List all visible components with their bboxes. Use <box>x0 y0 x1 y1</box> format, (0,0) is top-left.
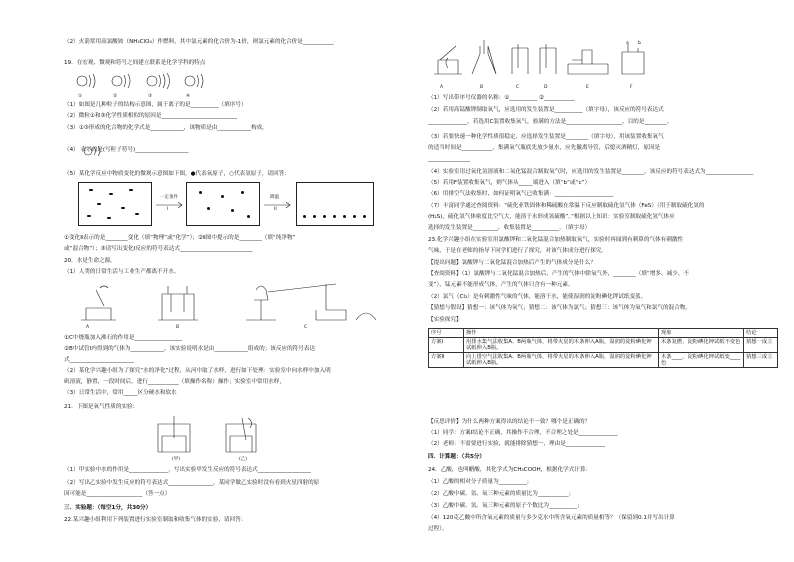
r-line-20: 【实验探究】 <box>428 317 462 323</box>
app-label-E: E <box>586 85 589 90</box>
cooling-arrow-icon <box>264 202 292 208</box>
r-line-3: ______________，若选用C装置收集氧气，验满的方法是____________________，目的是________。 <box>428 119 673 125</box>
r-line-8: （5）若用F装置收集氧气，则气体从_____端进入（填“b”或“c”） <box>428 180 591 186</box>
q21-part1: （1）甲实验中水的作用是______________，写出实验甲发生反应的符号表达式___________________ <box>64 467 311 473</box>
table-row <box>429 338 778 353</box>
table-cell: 猜想三成立 <box>744 353 778 368</box>
q20-f: （3）日常生活中，常用_____区分硬水和软水 <box>64 390 177 396</box>
q20-part1: （1）人类的日常生活与工业生产都离不开水。 <box>64 269 180 275</box>
atom-label: ③ <box>148 94 153 99</box>
r-line-5: 的适当时间是___________，集满氧气瓶底先放少量水，应先撤离导管，后熄灭酒精灯，原因是 <box>428 145 661 151</box>
r-line-2: （2）若用高锰酸钾制取氧气，应选用的发生装置是__________（填字母），该反应的符号表达式 <box>428 107 664 113</box>
r-line-27: （3）乙酸中碳、氢、氧三种元素的原子个数比为__________； <box>428 503 583 509</box>
q19-part4: （4） 表示的是(写粒子符号)___________________ <box>64 147 189 153</box>
r-line-1: （1）写出带序号仪器的名称：①__________ ②___________ <box>428 95 575 101</box>
q21-part2: （2）写出乙实验中发生反应的符号表达式________________，某同学做乙实验时没有看到火星四射的原 <box>64 480 320 486</box>
r-line-11: (H₂S)，硫化氢气体密度比空气大，能溶于水形成氢硫酸”。”根据以上知识：实验室制取硫化氢气体应 <box>428 214 675 220</box>
fig-label-C: C <box>304 325 308 330</box>
fig-label-jia: (甲) <box>172 457 181 462</box>
r-line-12: 选择的发生装置是_________，收集装置是__________。（填字母） <box>428 225 591 231</box>
r-line-4: （3）若要快速一种化学性质很稳定，应选择发生装置是________（填字母），用该装置收集氧气 <box>428 134 664 140</box>
app-label-A: A <box>440 85 444 90</box>
r-line-28: （4）120克乙酸中所含氧元素的质量与多少克水中所含氧元素的质量相等？（保留到0.1并写出计算 <box>428 515 675 521</box>
fig-label-B: B <box>176 325 180 330</box>
arrow-mark-II: II <box>274 207 277 212</box>
table-cell: 木条复燃，淀粉碘化钾试纸不变色 <box>659 338 744 353</box>
table-header-row <box>429 329 778 338</box>
r-line-14: 气味，于是在老师的指导下同学们进行了探究，对该气体成分进行探究。 <box>428 248 608 254</box>
right-column <box>428 0 788 562</box>
q19-part2: （2）微粒①和③化学性质相似的原因是___________________________ <box>64 113 238 119</box>
q19-part3: （3）①③形成的化合物的化学式是____________，该物质是由____________构成。 <box>64 125 268 131</box>
tube-label-a: a <box>626 41 629 46</box>
r-line-23: （2）老师：不需要进行实验，就能排除猜想一，理由是______________ <box>428 441 605 447</box>
q18-part2: （2）火箭常用高氯酸铵（NH₄ClO₄）作燃料，其中氯元素的化合价为-1价，则氯元素的化合价是___________ <box>64 39 334 45</box>
reaction-box-after <box>296 182 374 226</box>
q20-b: ②B中试管Ⅰ内得到的气体为____________，该实验说明水是由____________组成的；该反应的符号表达 <box>64 346 316 352</box>
q19-part5: （5）某化学反应中物质变化的微观示意图如下图，●代表氧原子，○代表氢原子，请回答： <box>64 171 290 177</box>
experiment-table <box>428 328 778 368</box>
r-line-7: （4）实验室用过氧化氢溶液和二氧化锰混合制取氧气时，应选用的发生装置是________，该反应的符号表达式为_________________ <box>428 169 754 175</box>
arrow-label-cool: 降温 <box>270 195 279 200</box>
table-cell: 方案Ⅱ <box>429 353 464 368</box>
r-line-15: 【提出问题】氯酸钾与二氧化锰混合加热后产生的气体成分是什么？ <box>428 260 596 266</box>
left-column <box>64 0 394 562</box>
r-line-10: （7）丰富同学通过查阅资料：“硫化亚铁固体和稀硫酸在常温下反应制取硫化氢气体（FeS）（用于制取硫化氢的 <box>428 203 705 209</box>
q19-part5a: ①变化Ⅱ表示的是________变化（填“物理”或“化学”）；②Ⅱ图中提示的是________（填“纯净物” <box>64 235 296 241</box>
water-experiment-figures <box>76 280 386 325</box>
r-line-19: 【猜想与假设】猜想一：该气体为氧气；猜想二：该气体为氯气；猜想三：该气体为氧气和氯气的混合物。 <box>428 305 691 311</box>
q22-intro: 22.某兴趣小组利用下列装置进行实验室制取和收集气体的实验，请回答： <box>64 517 247 523</box>
oxygen-experiment-figures <box>156 416 296 456</box>
atom-structure-diagrams <box>72 71 222 93</box>
table-header: 操作 <box>464 329 659 338</box>
arrow-label-condition: 一定条件 <box>160 195 178 200</box>
section-3-heading: 三．实验题：（每空1分，共30分） <box>64 505 152 511</box>
q19-part5b: 或“混合物”）；③请写出变化Ⅰ反应的符号表达式__________________________ <box>64 246 253 252</box>
reaction-box-middle <box>186 182 260 226</box>
q20-d: （2）某化学兴趣小组为了探究“水的净化”过程，从河中取了水样，进行如下处理：实验室中向水样中加入明 <box>64 368 331 374</box>
r-line-26: （2）乙酸中碳、氢、氧三种元素的质量比为___________； <box>428 491 575 497</box>
r-line-18: （2）氯气（Cl₂）是有刺激性气味的气体，能溶于水，能使湿润的淀粉碘化钾试纸变蓝。 <box>428 294 647 300</box>
q19-title: 19．在宏观、微观和符号之间建立联系是化学学科的特点 <box>64 60 206 66</box>
r-line-22: （1）同学：方案Ⅰ结论不正确，其操作不合理，不合理之处是______________ <box>428 430 618 436</box>
r-line-6: _______________ <box>428 156 470 162</box>
app-label-F: F <box>630 85 633 90</box>
table-cell: 猜想一成立 <box>744 338 778 353</box>
r-line-9: （6）用排空气法收集时，如何证明氧气已收集满：_____________________ <box>428 191 614 197</box>
table-header: 序号 <box>429 329 464 338</box>
atom-label: ② <box>113 94 118 99</box>
app-label-B: B <box>480 85 484 90</box>
table-cell: 向上排空气法收集A、B两瓶气体，将带火星的木条伸入A瓶，湿润的淀粉碘化钾试纸伸入B瓶。 <box>464 353 659 368</box>
gas-apparatus-figures <box>432 40 652 80</box>
table-header: 现象 <box>659 329 744 338</box>
r-line-25: （1）乙酸的相对分子质量为__________； <box>428 479 533 485</box>
r-line-29: 过程）。 <box>428 526 448 532</box>
r-line-13: 23.化学兴趣小组在实验室用氯酸钾和二氧化锰混合加热制取氧气，实验时再闻到有刺鼻的气体有刺激性 <box>428 237 684 243</box>
atom-label: ④ <box>186 94 191 99</box>
q21-title: 21．下图是氧气性质的实验： <box>64 404 139 410</box>
q20-e: 矾溶液，静置，一段时间后，进行___________（填操作名称）操作；实验室中常用水样， <box>64 379 285 385</box>
section-4-heading: 四．计算题：（共5分） <box>428 454 486 460</box>
table-cell: 木条____，淀粉碘化钾试纸变____色 <box>659 353 744 368</box>
atom-label: ① <box>78 94 83 99</box>
fig-label-yi: (乙) <box>239 457 248 462</box>
table-header: 结论 <box>744 329 778 338</box>
arrow-mark-I: I <box>167 207 169 212</box>
app-label-D: D <box>544 85 548 90</box>
r-line-21: 【反思评价】为什么两种方案得出的结论不一致？哪个是正确的？ <box>428 419 591 425</box>
app-label-C: C <box>516 85 520 90</box>
table-row <box>429 353 778 368</box>
q20-a: ①C中烧瓶加入沸石的作用是_________________ <box>64 335 182 341</box>
tube-label-b: b <box>638 41 641 46</box>
q20-title: 20．水是生命之源。 <box>64 258 116 264</box>
q20-c: 式_______________________ <box>64 357 134 363</box>
q19-part1: （1）如图是几种粒子的结构示意图，属于离子的是__________（填序号） <box>64 102 247 108</box>
r-line-16: 【查阅资料】（1）氯酸钾与二氧化锰混合加热后，产生的气体中除氧气外，________（填“增多、减少、不 <box>428 271 689 277</box>
table-cell: 用排水集气法收集A、B两瓶气体，将带火星的木条伸入A瓶，湿润的淀粉碘化钾试纸伸入B瓶。 <box>464 338 659 353</box>
fig-label-A: A <box>86 325 90 330</box>
q21-part3: 因可能是____________________（答一点） <box>64 491 171 497</box>
reaction-box-before <box>78 182 152 226</box>
r-line-17: 变”），锰元素不能形成气体，产生的气体只含有一种元素。 <box>428 282 574 288</box>
reaction-arrow-icon <box>156 202 184 208</box>
table-cell: 方案Ⅰ <box>429 338 464 353</box>
r-line-24: 24．乙酸，也叫醋酸，其化学式为CH₃COOH，根据化学式计算： <box>428 467 592 473</box>
